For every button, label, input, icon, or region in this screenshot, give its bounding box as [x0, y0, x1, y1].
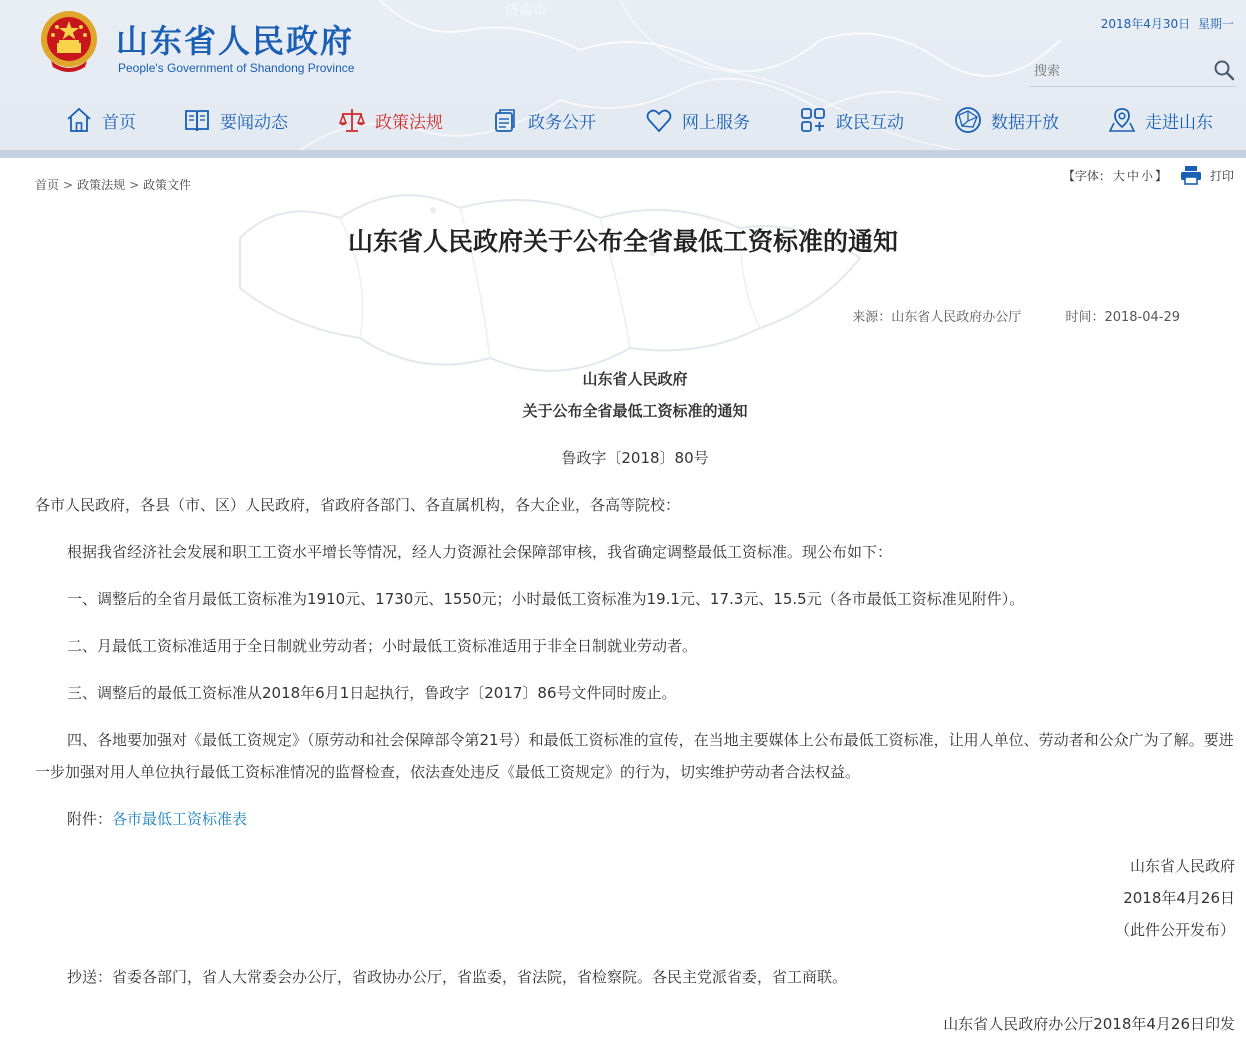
nav-label: 政策法规	[375, 112, 443, 133]
breadcrumb-separator: >	[63, 178, 74, 192]
doc-heading-org: 山东省人民政府	[582, 370, 688, 388]
font-size-control	[1062, 167, 1168, 184]
nav-label: 网上服务	[682, 112, 750, 133]
site-header	[0, 0, 1246, 150]
breadcrumb-policy[interactable]: 政策法规	[77, 178, 126, 192]
signature-org: 山东省人民政府	[1129, 857, 1235, 875]
doc-issued: 山东省人民政府办公厅2018年4月26日印发	[943, 1015, 1235, 1033]
breadcrumb	[35, 176, 191, 193]
nav-item-open-data[interactable]	[953, 96, 1059, 144]
printer-icon	[1180, 164, 1202, 186]
home-icon	[64, 105, 94, 135]
doc-paragraph: 三、调整后的最低工资标准从2018年6月1日起执行，鲁政字〔2017〕86号文件同时废止。	[67, 684, 677, 702]
attachment-link[interactable]: 各市最低工资标准表	[112, 810, 248, 828]
nav-label: 走进山东	[1145, 112, 1213, 133]
article-meta	[852, 306, 1180, 325]
interaction-icon	[798, 105, 828, 135]
nav-label: 要闻动态	[220, 112, 288, 133]
news-book-icon	[182, 105, 212, 135]
doc-heading-title: 关于公布全省最低工资标准的通知	[522, 402, 748, 420]
nav-item-interaction[interactable]	[798, 96, 904, 144]
doc-number: 鲁政字〔2018〕80号	[561, 449, 709, 467]
signature-date: 2018年4月26日	[1123, 889, 1235, 907]
document-icon	[490, 105, 520, 135]
print-label: 打印	[1209, 168, 1234, 183]
site-title[interactable]: 山东省人民政府	[116, 22, 355, 60]
doc-recipients: 各市人民政府，各县（市、区）人民政府，省政府各部门、各直属机构，各大企业，各高等院校：	[35, 496, 681, 514]
doc-paragraph: 根据我省经济社会发展和职工工资水平增长等情况，经人力资源社会保障部审核，我省确定调整最低工资标准。现公布如下：	[67, 543, 893, 561]
main-nav	[0, 96, 1246, 144]
nav-item-online-service[interactable]	[644, 96, 750, 144]
font-size-large[interactable]: 大	[1112, 168, 1125, 183]
globe-icon	[953, 105, 983, 135]
article-source: 来源：山东省人民政府办公厅	[852, 310, 1022, 325]
search-icon[interactable]	[1212, 58, 1236, 82]
font-size-small[interactable]: 小	[1140, 168, 1153, 183]
date-text: 2018年4月30日	[1100, 17, 1191, 31]
nav-item-policy[interactable]	[337, 96, 443, 144]
doc-paragraph: 四、各地要加强对《最低工资规定》（原劳动和社会保障部令第21号）和最低工资标准的宣传，在当地主要媒体上公布最低工资标准，让用人单位、劳动者和公众广为了解。要进一步加强对用人单位执行最低工资标准情况的监督检查，依法查处违反《最低工资规定》的行为，切实维护劳动者合法权益。	[35, 731, 1234, 781]
print-button[interactable]	[1180, 164, 1234, 186]
font-size-prefix: 【字体：	[1062, 168, 1111, 183]
weekday-text: 星期一	[1197, 17, 1234, 31]
nav-item-gov-affairs[interactable]	[490, 96, 596, 144]
national-emblem-icon[interactable]	[37, 9, 101, 75]
site-subtitle: People's Government of Shandong Province	[118, 61, 355, 75]
nav-label: 数据开放	[991, 112, 1059, 133]
article-body	[35, 363, 1235, 1040]
breadcrumb-home[interactable]: 首页	[35, 178, 60, 192]
map-pin-icon	[1107, 105, 1137, 135]
search-box	[1030, 55, 1236, 87]
signature-note: （此件公开发布）	[1114, 921, 1235, 939]
nav-item-news[interactable]	[182, 96, 288, 144]
doc-cc: 抄送：省委各部门，省人大常委会办公厅，省政协办公厅，省监委，省法院，省检察院。各民主党派省委，省工商联。	[67, 968, 848, 986]
breadcrumb-policy-docs[interactable]: 政策文件	[143, 178, 192, 192]
svg-text:济南市: 济南市	[505, 3, 547, 19]
scales-icon	[337, 105, 367, 135]
main-content	[0, 158, 1246, 1048]
nav-divider	[0, 150, 1246, 158]
doc-paragraph: 一、调整后的全省月最低工资标准为1910元、1730元、1550元；小时最低工资标准为19.1元、17.3元、15.5元（各市最低工资标准见附件）。	[67, 590, 1025, 608]
doc-paragraph: 二、月最低工资标准适用于全日制就业劳动者；小时最低工资标准适用于非全日制就业劳动者。	[67, 637, 698, 655]
article-time: 时间：2018-04-29	[1065, 310, 1180, 325]
font-size-suffix: 】	[1154, 168, 1167, 183]
nav-label: 首页	[102, 112, 136, 133]
attachment-label: 附件：	[67, 810, 113, 828]
breadcrumb-separator: >	[129, 178, 140, 192]
doc-attachment	[35, 803, 1235, 835]
article-title: 山东省人民政府关于公布全省最低工资标准的通知	[347, 227, 898, 256]
nav-label: 政民互动	[836, 112, 904, 133]
nav-item-shandong[interactable]	[1107, 96, 1213, 144]
current-date	[1097, 15, 1234, 32]
nav-item-home[interactable]	[64, 96, 136, 144]
nav-label: 政务公开	[528, 112, 596, 133]
article-tools	[1062, 164, 1234, 186]
heart-icon	[644, 105, 674, 135]
search-input[interactable]	[1034, 59, 1204, 83]
font-size-medium[interactable]: 中	[1126, 168, 1139, 183]
